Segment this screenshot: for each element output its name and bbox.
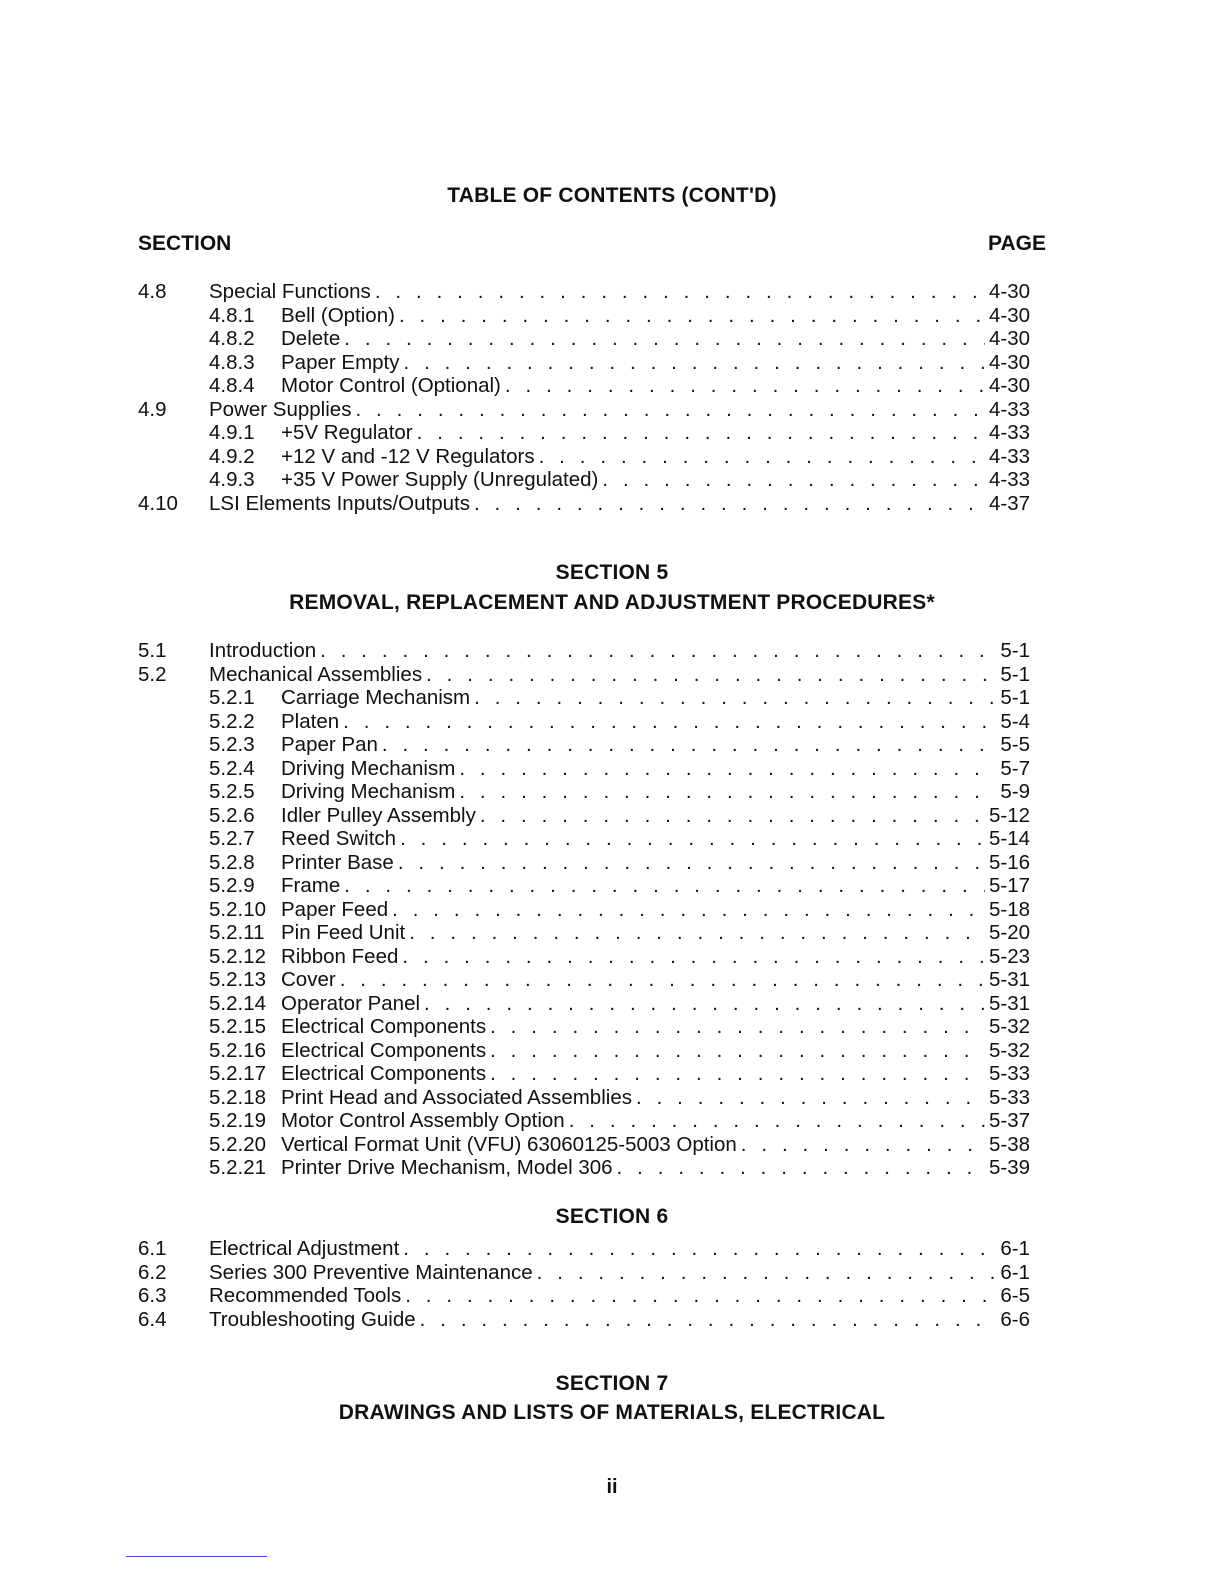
subsection-number: 4.9.1 xyxy=(209,421,255,444)
toc-entry xyxy=(138,492,1030,516)
entry-page-number: 5-39 xyxy=(988,1156,1030,1179)
subsection-number: 5.2.15 xyxy=(209,1015,266,1038)
entry-title: Printer Drive Mechanism, Model 306 xyxy=(281,1156,613,1179)
toc-section4-list xyxy=(138,280,1030,515)
toc-entry xyxy=(138,898,1030,922)
subsection-number: 5.2.9 xyxy=(209,874,255,897)
toc-entry xyxy=(138,780,1030,804)
section-number: 6.4 xyxy=(138,1307,167,1331)
entry-page-number: 5-4 xyxy=(1000,709,1030,733)
entry-title: +5V Regulator xyxy=(281,421,413,444)
subsection-number: 5.2.11 xyxy=(209,921,265,944)
toc-entry xyxy=(138,1237,1030,1261)
toc-entry xyxy=(138,992,1030,1016)
dot-leader xyxy=(343,710,996,734)
section5-heading: SECTION 5 xyxy=(555,561,669,584)
entry-title: +12 V and -12 V Regulators xyxy=(281,444,535,468)
toc-entry xyxy=(138,945,1030,969)
toc-entry xyxy=(138,445,1030,469)
dot-leader xyxy=(403,1237,996,1261)
dot-leader xyxy=(459,780,996,804)
entry-page-number: 4-30 xyxy=(988,374,1030,397)
dot-leader xyxy=(617,1156,985,1180)
entry-page-number: 5-12 xyxy=(988,803,1030,827)
dot-leader xyxy=(409,921,985,945)
entry-page-number: 5-33 xyxy=(988,1085,1030,1109)
footer-rule xyxy=(126,1556,267,1557)
dot-leader xyxy=(480,804,985,828)
entry-page-number: 5-37 xyxy=(988,1109,1030,1132)
dot-leader xyxy=(344,874,985,898)
toc-entry xyxy=(138,468,1030,492)
entry-page-number: 6-5 xyxy=(1000,1284,1030,1307)
dot-leader xyxy=(320,639,996,663)
entry-title: Cover xyxy=(281,968,336,991)
entry-title: Power Supplies xyxy=(209,397,352,421)
toc-entry xyxy=(138,733,1030,757)
entry-page-number: 4-33 xyxy=(988,397,1030,421)
toc-entry xyxy=(138,639,1030,663)
entry-title: Driving Mechanism xyxy=(281,780,456,803)
subsection-number: 5.2.14 xyxy=(209,991,266,1015)
entry-page-number: 5-16 xyxy=(988,850,1030,874)
entry-title: +35 V Power Supply (Unregulated) xyxy=(281,468,599,491)
toc-entry xyxy=(138,874,1030,898)
dot-leader xyxy=(405,1284,996,1308)
dot-leader xyxy=(355,398,985,422)
section-number: 4.9 xyxy=(138,397,167,421)
entry-title: Bell (Option) xyxy=(281,303,395,327)
dot-leader xyxy=(490,1062,985,1086)
entry-page-number: 5-32 xyxy=(988,1015,1030,1038)
entry-title: Mechanical Assemblies xyxy=(209,662,423,686)
section-number: 5.1 xyxy=(138,639,167,662)
dot-leader xyxy=(375,280,985,304)
entry-page-number: 5-31 xyxy=(988,968,1030,991)
dot-leader xyxy=(424,992,985,1016)
dot-leader xyxy=(602,468,985,492)
toc-entry xyxy=(138,968,1030,992)
entry-page-number: 4-30 xyxy=(988,280,1030,303)
page-number: ii xyxy=(606,1476,618,1498)
toc-entry xyxy=(138,1062,1030,1086)
dot-leader xyxy=(474,492,985,516)
entry-page-number: 5-31 xyxy=(988,991,1030,1015)
subsection-number: 5.2.8 xyxy=(209,850,255,874)
section-column-header: SECTION xyxy=(138,232,232,255)
entry-page-number: 5-18 xyxy=(988,897,1030,921)
entry-page-number: 5-5 xyxy=(1000,733,1030,756)
entry-title: Paper Pan xyxy=(281,733,378,756)
entry-title: Frame xyxy=(281,874,341,897)
entry-page-number: 5-9 xyxy=(1000,780,1030,803)
entry-title: Recommended Tools xyxy=(209,1284,402,1307)
entry-page-number: 5-38 xyxy=(988,1132,1030,1156)
toc-entry xyxy=(138,1109,1030,1133)
entry-title: Paper Feed xyxy=(281,897,389,921)
entry-title: Printer Base xyxy=(281,850,394,874)
subsection-number: 5.2.16 xyxy=(209,1038,266,1062)
toc-entry xyxy=(138,374,1030,398)
entry-page-number: 4-33 xyxy=(988,468,1030,491)
entry-title: Electrical Components xyxy=(281,1062,487,1085)
toc-entry xyxy=(138,1015,1030,1039)
entry-page-number: 4-30 xyxy=(988,350,1030,374)
entry-title: LSI Elements Inputs/Outputs xyxy=(209,491,470,515)
toc-entry xyxy=(138,1156,1030,1180)
toc-entry xyxy=(138,1284,1030,1308)
toc-entry xyxy=(138,827,1030,851)
entry-title: Operator Panel xyxy=(281,991,421,1015)
toc-entry xyxy=(138,1039,1030,1063)
entry-page-number: 6-6 xyxy=(1000,1307,1030,1331)
toc-entry xyxy=(138,804,1030,828)
toc-entry xyxy=(138,351,1030,375)
dot-leader xyxy=(399,304,985,328)
toc-entry xyxy=(138,1261,1030,1285)
entry-page-number: 5-17 xyxy=(988,874,1030,897)
subsection-number: 4.8.3 xyxy=(209,350,255,374)
entry-page-number: 5-32 xyxy=(988,1038,1030,1062)
subsection-number: 5.2.19 xyxy=(209,1109,266,1132)
entry-page-number: 4-37 xyxy=(988,491,1030,515)
entry-title: Idler Pulley Assembly xyxy=(281,803,476,827)
subsection-number: 5.2.20 xyxy=(209,1132,266,1156)
section-number: 6.1 xyxy=(138,1237,167,1260)
section-number: 4.10 xyxy=(138,491,178,515)
entry-page-number: 5-7 xyxy=(1000,756,1030,780)
dot-leader xyxy=(400,827,985,851)
entry-title: Vertical Format Unit (VFU) 63060125-5003 Option xyxy=(281,1132,737,1156)
section-number: 4.8 xyxy=(138,280,167,303)
dot-leader xyxy=(340,968,985,992)
subsection-number: 4.9.2 xyxy=(209,444,255,468)
section5-subheading: REMOVAL, REPLACEMENT AND ADJUSTMENT PROCEDURES* xyxy=(289,591,935,614)
entry-page-number: 5-1 xyxy=(1000,639,1030,662)
dot-leader xyxy=(382,733,996,757)
entry-page-number: 5-14 xyxy=(988,827,1030,850)
entry-page-number: 6-1 xyxy=(1000,1260,1030,1284)
dot-leader xyxy=(417,421,985,445)
dot-leader xyxy=(459,757,996,781)
subsection-number: 5.2.2 xyxy=(209,709,255,733)
entry-page-number: 4-30 xyxy=(988,303,1030,327)
entry-page-number: 6-1 xyxy=(1000,1237,1030,1260)
entry-title: Motor Control (Optional) xyxy=(281,374,501,397)
dot-leader xyxy=(490,1015,985,1039)
entry-page-number: 4-33 xyxy=(988,421,1030,444)
subsection-number: 5.2.18 xyxy=(209,1085,266,1109)
subsection-number: 5.2.12 xyxy=(209,944,266,968)
dot-leader xyxy=(741,1133,985,1157)
entry-page-number: 5-1 xyxy=(1000,662,1030,686)
subsection-number: 4.8.1 xyxy=(209,303,255,327)
entry-page-number: 5-33 xyxy=(988,1062,1030,1085)
subsection-number: 4.9.3 xyxy=(209,468,255,491)
toc-entry xyxy=(138,757,1030,781)
toc-entry xyxy=(138,710,1030,734)
entry-page-number: 5-20 xyxy=(988,921,1030,944)
entry-page-number: 4-33 xyxy=(988,444,1030,468)
section6-heading: SECTION 6 xyxy=(555,1205,669,1228)
entry-title: Ribbon Feed xyxy=(281,944,399,968)
subsection-number: 5.2.7 xyxy=(209,827,255,850)
entry-title: Special Functions xyxy=(209,280,371,303)
subsection-number: 5.2.5 xyxy=(209,780,255,803)
subsection-number: 5.2.4 xyxy=(209,756,255,780)
entry-title: Pin Feed Unit xyxy=(281,921,406,944)
entry-page-number: 5-23 xyxy=(988,944,1030,968)
entry-title: Electrical Components xyxy=(281,1015,487,1038)
entry-title: Series 300 Preventive Maintenance xyxy=(209,1260,533,1284)
entry-title: Troubleshooting Guide xyxy=(209,1307,416,1331)
toc-entry xyxy=(138,851,1030,875)
entry-title: Introduction xyxy=(209,639,317,662)
toc-entry xyxy=(138,1086,1030,1110)
dot-leader xyxy=(569,1109,985,1133)
dot-leader xyxy=(539,445,985,469)
dot-leader xyxy=(402,945,985,969)
section-number: 6.2 xyxy=(138,1260,167,1284)
entry-page-number: 5-1 xyxy=(1000,686,1030,709)
subsection-number: 4.8.2 xyxy=(209,327,255,350)
toc-entry xyxy=(138,1133,1030,1157)
entry-title: Paper Empty xyxy=(281,350,400,374)
section7-subheading: DRAWINGS AND LISTS OF MATERIALS, ELECTRICAL xyxy=(338,1401,886,1424)
toc-entry xyxy=(138,280,1030,304)
subsection-number: 5.2.1 xyxy=(209,686,255,709)
toc-entry xyxy=(138,1308,1030,1332)
page-column-header: PAGE xyxy=(988,232,1046,255)
dot-leader xyxy=(404,351,985,375)
toc-entry xyxy=(138,304,1030,328)
entry-title: Electrical Components xyxy=(281,1038,487,1062)
subsection-number: 5.2.6 xyxy=(209,803,255,827)
dot-leader xyxy=(490,1039,985,1063)
dot-leader xyxy=(344,327,985,351)
entry-page-number: 4-30 xyxy=(988,327,1030,350)
dot-leader xyxy=(392,898,985,922)
section7-heading: SECTION 7 xyxy=(555,1372,669,1395)
entry-title: Platen xyxy=(281,709,340,733)
page-title: TABLE OF CONTENTS (CONT'D) xyxy=(447,184,777,207)
dot-leader xyxy=(636,1086,985,1110)
toc-entry xyxy=(138,327,1030,351)
subsection-number: 5.2.3 xyxy=(209,733,255,756)
toc-entry xyxy=(138,921,1030,945)
dot-leader xyxy=(420,1308,996,1332)
entry-title: Reed Switch xyxy=(281,827,397,850)
subsection-number: 5.2.10 xyxy=(209,897,266,921)
entry-title: Electrical Adjustment xyxy=(209,1237,400,1260)
entry-title: Print Head and Associated Assemblies xyxy=(281,1085,632,1109)
toc-entry xyxy=(138,663,1030,687)
section-number: 6.3 xyxy=(138,1284,167,1307)
toc-entry xyxy=(138,686,1030,710)
section-number: 5.2 xyxy=(138,662,167,686)
toc-section6-list xyxy=(138,1237,1030,1331)
toc-section5-list xyxy=(138,639,1030,1180)
dot-leader xyxy=(474,686,996,710)
dot-leader xyxy=(505,374,985,398)
subsection-number: 5.2.13 xyxy=(209,968,266,991)
subsection-number: 4.8.4 xyxy=(209,374,255,397)
subsection-number: 5.2.21 xyxy=(209,1156,266,1179)
entry-title: Motor Control Assembly Option xyxy=(281,1109,565,1132)
dot-leader xyxy=(537,1261,996,1285)
toc-entry xyxy=(138,421,1030,445)
dot-leader xyxy=(426,663,996,687)
toc-entry xyxy=(138,398,1030,422)
entry-title: Delete xyxy=(281,327,341,350)
subsection-number: 5.2.17 xyxy=(209,1062,266,1085)
dot-leader xyxy=(398,851,985,875)
entry-title: Driving Mechanism xyxy=(281,756,456,780)
entry-title: Carriage Mechanism xyxy=(281,686,471,709)
